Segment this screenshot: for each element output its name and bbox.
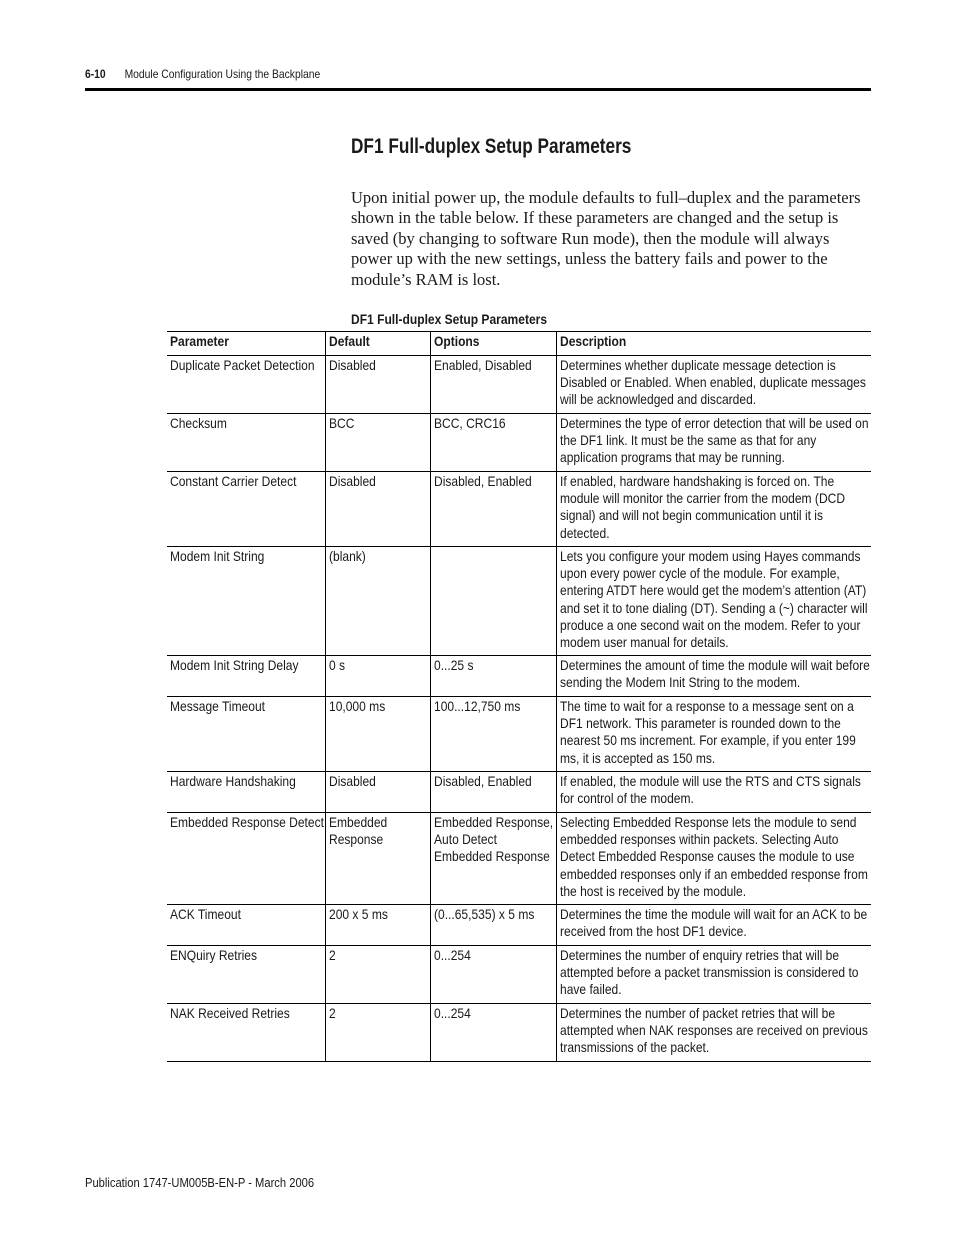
cell-parameter: ACK Timeout — [167, 905, 325, 946]
cell-options: Disabled, Enabled — [430, 472, 556, 547]
cell-options: 0...254 — [430, 1004, 556, 1062]
cell-default: 200 x 5 ms — [325, 905, 430, 946]
cell-options: Enabled, Disabled — [430, 356, 556, 414]
cell-options: 0...254 — [430, 946, 556, 1004]
table-header-row — [167, 332, 871, 356]
section-title: DF1 Full-duplex Setup Parameters — [351, 135, 632, 158]
cell-description: Determines the number of enquiry retries that will be attempted before a packet transmission is considered to have failed. — [556, 946, 871, 1004]
table-row — [167, 547, 871, 656]
cell-default: 0 s — [325, 656, 430, 697]
cell-description: Determines whether duplicate message detection is Disabled or Enabled. When enabled, duplicate messages will be acknowledged and discarded. — [556, 356, 871, 414]
header-rule — [85, 88, 871, 91]
cell-parameter: Constant Carrier Detect — [167, 472, 325, 547]
cell-default: 2 — [325, 1004, 430, 1062]
table-row — [167, 656, 871, 697]
cell-parameter: ENQuiry Retries — [167, 946, 325, 1004]
table-row — [167, 946, 871, 1004]
column-header-default: Default — [325, 332, 430, 356]
cell-default: Disabled — [325, 772, 430, 813]
page-number: 6-10 — [85, 67, 106, 81]
cell-options: 0...25 s — [430, 656, 556, 697]
cell-description: The time to wait for a response to a message sent on a DF1 network. This parameter is rounded down to the nearest 50 ms increment. For example, if you enter 199 ms, it is accepted as 150 ms. — [556, 697, 871, 772]
cell-options: BCC, CRC16 — [430, 414, 556, 472]
cell-parameter: Message Timeout — [167, 697, 325, 772]
cell-options — [430, 547, 556, 656]
cell-default: 10,000 ms — [325, 697, 430, 772]
cell-description: If enabled, hardware handshaking is forced on. The module will monitor the carrier from the modem (DCD signal) and will not begin communication until it is detected. — [556, 472, 871, 547]
cell-description: Selecting Embedded Response lets the module to send embedded responses within packets. Selecting Auto Detect Embedded Response causes the module to use embedded responses only if an embedded response from the host is received by the module. — [556, 813, 871, 905]
table-row — [167, 772, 871, 813]
cell-parameter: Hardware Handshaking — [167, 772, 325, 813]
cell-parameter: Embedded Response Detect — [167, 813, 325, 905]
column-header-description: Description — [556, 332, 871, 356]
cell-description: Determines the type of error detection that will be used on the DF1 link. It must be the same as that for any application programs that may be running. — [556, 414, 871, 472]
cell-parameter: Duplicate Packet Detection — [167, 356, 325, 414]
cell-description: Determines the number of packet retries that will be attempted when NAK responses are received on previous transmissions of the packet. — [556, 1004, 871, 1062]
column-header-parameter: Parameter — [167, 332, 325, 356]
table-row — [167, 813, 871, 905]
table-row — [167, 905, 871, 946]
table-row — [167, 1004, 871, 1062]
table-row — [167, 697, 871, 772]
parameters-table — [167, 331, 871, 1062]
chapter-title: Module Configuration Using the Backplane — [124, 67, 321, 81]
table-row — [167, 472, 871, 547]
cell-parameter: Modem Init String — [167, 547, 325, 656]
cell-description: Lets you configure your modem using Hayes commands upon every power cycle of the module. For example, entering ATDT here would get the modem’s attention (AT) and set it to tone dialing (DT). Sending a (~) character will produce a one second wait on the modem. Refer to your modem user manual for details. — [556, 547, 871, 656]
cell-default: Disabled — [325, 472, 430, 547]
cell-options: Embedded Response, Auto Detect Embedded Response — [430, 813, 556, 905]
cell-default: 2 — [325, 946, 430, 1004]
table-caption: DF1 Full-duplex Setup Parameters — [351, 311, 548, 327]
column-header-options: Options — [430, 332, 556, 356]
cell-default: (blank) — [325, 547, 430, 656]
cell-parameter: Modem Init String Delay — [167, 656, 325, 697]
cell-description: If enabled, the module will use the RTS and CTS signals for control of the modem. — [556, 772, 871, 813]
intro-paragraph: Upon initial power up, the module defaults to full–duplex and the parameters shown in the table below. If these parameters are changed and the setup is saved (by changing to software Run mode), then the module will always power up with the new settings, unless the battery fails and power to the module’s RAM is lost. — [351, 188, 861, 289]
cell-default: Embedded Response — [325, 813, 430, 905]
table-body — [167, 356, 871, 1062]
cell-options: Disabled, Enabled — [430, 772, 556, 813]
cell-options: 100...12,750 ms — [430, 697, 556, 772]
page-header — [85, 66, 761, 82]
cell-default: Disabled — [325, 356, 430, 414]
cell-options: (0...65,535) x 5 ms — [430, 905, 556, 946]
cell-description: Determines the time the module will wait for an ACK to be received from the host DF1 device. — [556, 905, 871, 946]
table-row — [167, 414, 871, 472]
cell-description: Determines the amount of time the module will wait before sending the Modem Init String to the modem. — [556, 656, 871, 697]
cell-parameter: NAK Received Retries — [167, 1004, 325, 1062]
table-row — [167, 356, 871, 414]
publication-footer: Publication 1747-UM005B-EN-P - March 2006 — [85, 1175, 315, 1190]
cell-default: BCC — [325, 414, 430, 472]
cell-parameter: Checksum — [167, 414, 325, 472]
